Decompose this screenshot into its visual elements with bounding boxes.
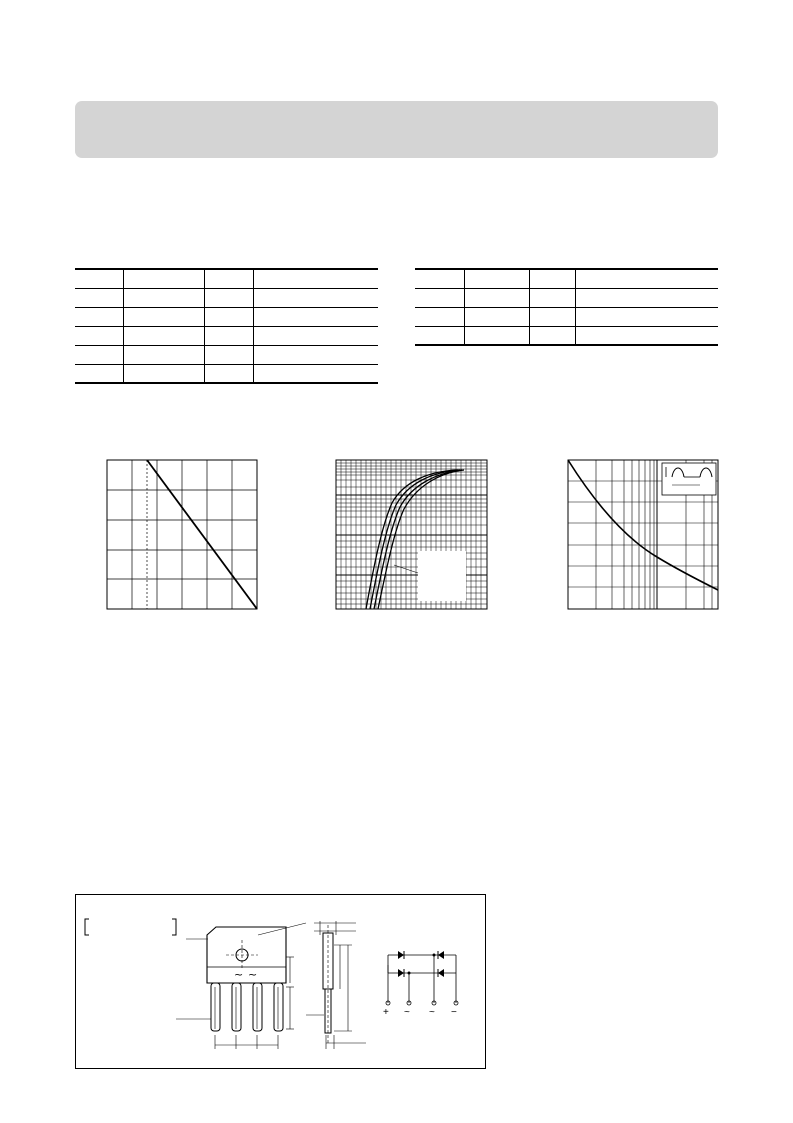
table-row xyxy=(75,345,378,364)
title-band xyxy=(75,101,718,158)
pin-label-ac: ~ xyxy=(429,1007,435,1018)
forward-characteristics-graph xyxy=(330,455,495,615)
pin-label-plus: + xyxy=(383,1007,389,1018)
table-row xyxy=(75,364,378,383)
table-header-row xyxy=(415,269,718,288)
table-row xyxy=(415,288,718,307)
package-outline-drawing xyxy=(76,895,485,1068)
pin-label-ac: ~ xyxy=(404,1007,410,1018)
table-header-row xyxy=(75,269,378,288)
spec-table-left xyxy=(75,268,378,384)
table-row xyxy=(415,326,718,345)
table-row xyxy=(415,307,718,326)
pin-label-minus: − xyxy=(451,1007,457,1018)
table-row xyxy=(75,307,378,326)
body-symbol-ac: ~ xyxy=(234,968,244,981)
table-row xyxy=(75,326,378,345)
table-row xyxy=(75,288,378,307)
body-symbol-ac: ~ xyxy=(248,968,258,981)
surge-current-graph xyxy=(560,455,725,615)
derating-graph xyxy=(100,455,265,615)
spec-table-right xyxy=(415,268,718,346)
package-outline-box xyxy=(75,894,486,1069)
